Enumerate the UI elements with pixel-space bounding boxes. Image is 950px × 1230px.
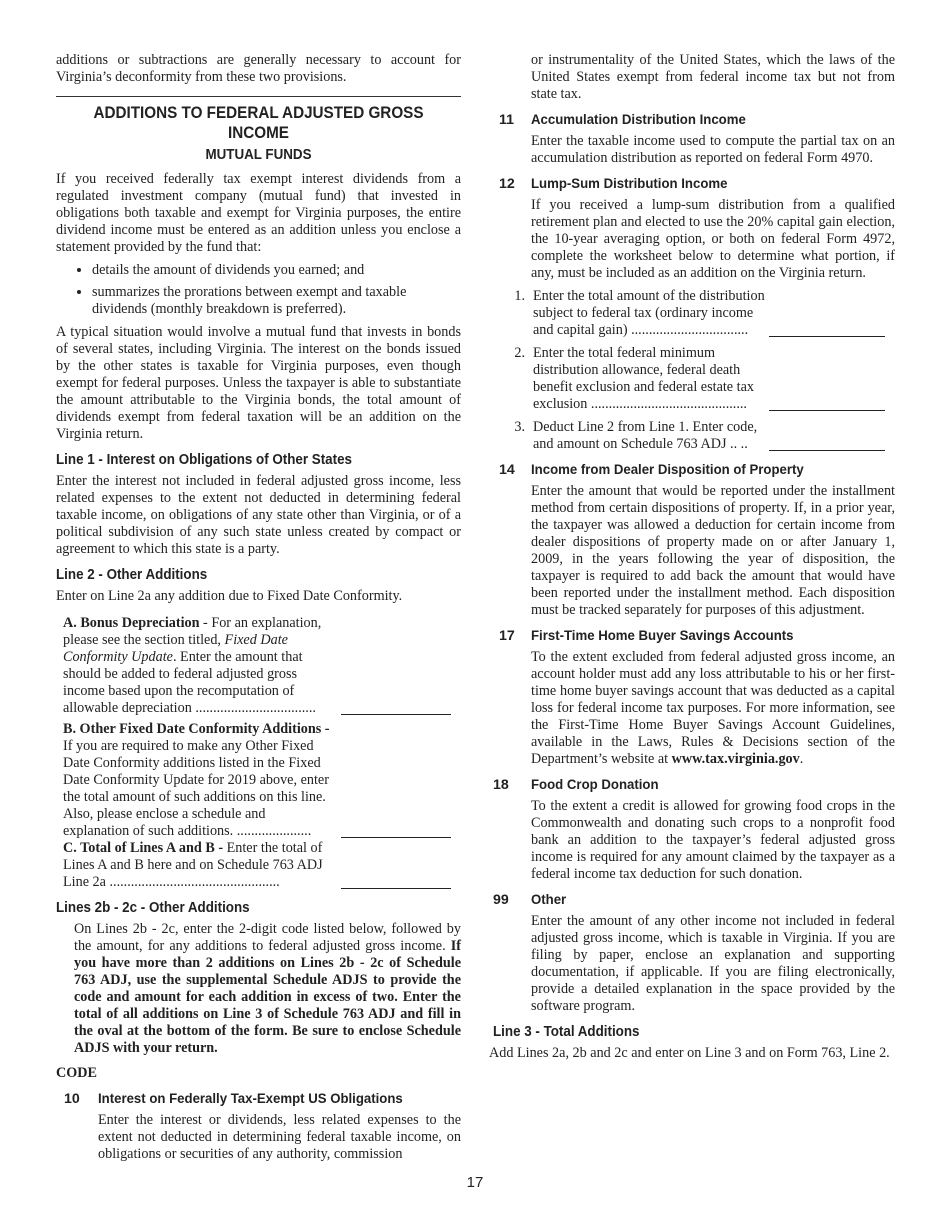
code-12-heading [489,175,895,193]
page-number: 17 [466,1174,484,1191]
line1-heading: Line 1 - Interest on Obligations of Other States [56,452,352,468]
code-17-end: . [799,751,804,767]
item-a-entry-line[interactable] [341,714,451,715]
line1-paragraph: Enter the interest not included in federal adjusted gross income, less related expenses to the extent not deducted in determining federal taxable income, on obligations of any state other than Virginia, or of a political subdivision of any such state unless created by compact or agreement to which this state is a party. [56,473,461,557]
item-b-label: B. Other Fixed Date Conformity Additions - [63,721,330,737]
code-17-text: To the extent excluded from federal adjusted gross income, an account holder must add any loss attributable to his or her first-time home buyer savings account that was deducted as a capital loss for federal income tax purposes. For more information, see the First-Time Home Buyer Savings Account Guidelines, available in the Laws, Rules & Decisions section of the Department’s website at [531,649,895,767]
code-17-heading [489,627,895,645]
left-column [56,52,461,1163]
code-10-continued: or instrumentality of the United States, which the laws of the United States exempt from federal income tax but not from state tax. [531,52,895,102]
typical-situation-paragraph: A typical situation would involve a mutual fund that invests in bonds of several states, including Virginia. The interest on the bonds issued by the other states is taxable for Virginia purposes, even though exempt for federal purposes. Unless the taxpayer is able to substantiate the amount attributable to the Virginia bonds, the total amount of dividends exempt from federal taxation will be an addition on the Virginia return. [56,324,461,442]
code-99-paragraph: Enter the amount of any other income not included in federal adjusted gross income, which is taxable in Virginia. If you are filing by paper, enclose an explanation and supporting documentation, if applicable. If you are filing electronically, provide a detailed explanation in the space provided by the software program. [531,913,895,1014]
code-18-paragraph: To the extent a credit is allowed for growing food crops in the Commonwealth and donating such crops to a nonprofit food bank an addition to the taxpayer’s federal adjusted gross income is required for any amount claimed by the taxpayer as a federal income tax deduction for such donation. [531,798,895,882]
bullet-item: • summarizes the prorations between exempt and taxable dividends (monthly breakdown is preferred). [92,284,461,318]
code-99-title: Other [531,892,567,908]
item-a-label: A. Bonus Depreciation [63,615,200,631]
line2-item-a [56,615,461,717]
worksheet-line-text: Enter the total amount of the distribution subject to federal tax (ordinary income and capital gain) ................................. [533,288,765,338]
worksheet-line [499,419,895,453]
code-label: CODE [56,1065,97,1081]
mutual-funds-bullets [56,262,461,318]
code-11-title: Accumulation Distribution Income [531,112,746,128]
item-a-text-2: . Enter the amount that should be added to federal adjusted gross income based upon the recomputation of allowable depreciation .................................. [63,649,316,716]
code-99-heading [489,891,895,909]
worksheet-line-text: Enter the total federal minimum distribution allowance, federal death benefit exclusion and federal estate tax exclusion ............................................ [533,345,754,412]
item-a-text-1: - For an explanation, please see the section titled, [63,615,322,648]
item-c-label: C. Total of Lines A and B - [63,840,224,856]
code-17-title: First-Time Home Buyer Savings Accounts [531,628,794,644]
line2-item-b [56,721,461,840]
code-99-number: 99 [493,892,509,908]
code-18-title: Food Crop Donation [531,777,659,793]
code-18-number: 18 [493,777,509,793]
code-11-heading [489,111,895,129]
code-14-number: 14 [499,462,515,478]
worksheet-line-number: 3. [514,419,525,435]
worksheet-entry-line[interactable] [769,410,885,411]
code-12-title: Lump-Sum Distribution Income [531,176,728,192]
lump-sum-worksheet [489,288,895,453]
code-17-number: 17 [499,628,515,644]
worksheet-line [499,345,895,413]
mutual-funds-paragraph: If you received federally tax exempt interest dividends from a regulated investment company (mutual fund) that invested in obligations both taxable and exempt for Virginia purposes, the entire dividend income must be entered as an addition unless you enclose a statement provided by the fund that: [56,171,461,255]
mutual-funds-heading: MUTUAL FUNDS [205,147,312,163]
worksheet-line [499,288,895,339]
line3-paragraph: Add Lines 2a, 2b and 2c and enter on Line 3 and on Form 763, Line 2. [489,1045,890,1061]
code-12-number: 12 [499,176,515,192]
worksheet-line-text: Deduct Line 2 from Line 1. Enter code, and amount on Schedule 763 ADJ .. .. [533,419,758,452]
worksheet-entry-line[interactable] [769,336,885,337]
bullet-item: • details the amount of dividends you earned; and [92,262,461,279]
code-14-heading [489,461,895,479]
right-column [489,52,895,1062]
section-heading: ADDITIONS TO FEDERAL ADJUSTED GROSS INCOME [93,104,424,142]
code-17-paragraph [531,649,895,768]
worksheet-line-number: 2. [514,345,525,361]
code-10-number: 10 [64,1091,80,1107]
code-11-number: 11 [499,112,514,128]
code-18-heading [489,776,895,794]
item-c-entry-line[interactable] [341,888,451,889]
code-14-paragraph: Enter the amount that would be reported under the installment method from certain dispositions of property. If, in a prior year, the taxpayer was allowed a deduction for certain income from dealer dispositions of property made on or after January 1, 2009, in the years following the year of disposition, the taxpayer is required to add back the amount that would have been reported under the installment method. Each disposition must be tracked separately for purposes of this adjustment. [531,483,895,618]
code-10-title: Interest on Federally Tax-Exempt US Obligations [98,1091,403,1107]
item-a-italic: Fixed Date Conformity Update [63,632,288,665]
code-10-paragraph: Enter the interest or dividends, less related expenses to the extent not deducted in determining federal taxable income, on obligations or securities of any authority, commission [98,1112,461,1162]
lines2b-heading: Lines 2b - 2c - Other Additions [56,900,250,916]
line3-heading: Line 3 - Total Additions [493,1024,640,1040]
line2-item-c [56,840,461,891]
code-11-paragraph: Enter the taxable income used to compute the partial tax on an accumulation distribution as reported on federal Form 4970. [531,133,895,166]
code-10-heading [56,1090,461,1108]
website-link[interactable]: www.tax.virginia.gov [671,751,800,767]
worksheet-entry-line[interactable] [769,450,885,451]
worksheet-line-number: 1. [514,288,525,304]
code-14-title: Income from Dealer Disposition of Property [531,462,804,478]
line2-paragraph: Enter on Line 2a any addition due to Fixed Date Conformity. [56,588,403,604]
item-b-entry-line[interactable] [341,837,451,838]
lines2b-bold-text: If you have more than 2 additions on Lines 2b - 2c of Schedule 763 ADJ, use the supplemental Schedule ADJS to provide the code and amount for each addition in excess of two. Enter the total of all additions on Line 3 of Schedule 763 ADJ and fill in the oval at the bottom of the form. Be sure to enclose Schedule ADJS with your return. [74,938,461,1056]
lines2b-paragraph [74,921,461,1057]
item-c-text: Enter the total of Lines A and B here and on Schedule 763 ADJ Line 2a ................................................ [63,840,323,890]
lines2b-text: On Lines 2b - 2c, enter the 2-digit code listed below, followed by the amount, for any additions to federal adjusted gross income. [74,921,461,954]
line2-heading: Line 2 - Other Additions [56,567,208,583]
intro-paragraph: additions or subtractions are generally necessary to account for Virginia’s deconformity from these two provisions. [56,52,461,85]
code-12-paragraph: If you received a lump-sum distribution from a qualified retirement plan and elected to use the 20% capital gain election, the 10-year averaging option, or both on federal Form 4972, complete the worksheet below to determine what portion, if any, must be included as an addition on the Virginia return. [531,197,895,281]
section-divider [56,96,461,97]
item-b-text: If you are required to make any Other Fixed Date Conformity additions listed in the Fixed Date Conformity Update for 2019 above, enter the total amount of such additions on this line. Also, please enclose a schedule and explanation of such additions. ..................... [63,738,329,839]
